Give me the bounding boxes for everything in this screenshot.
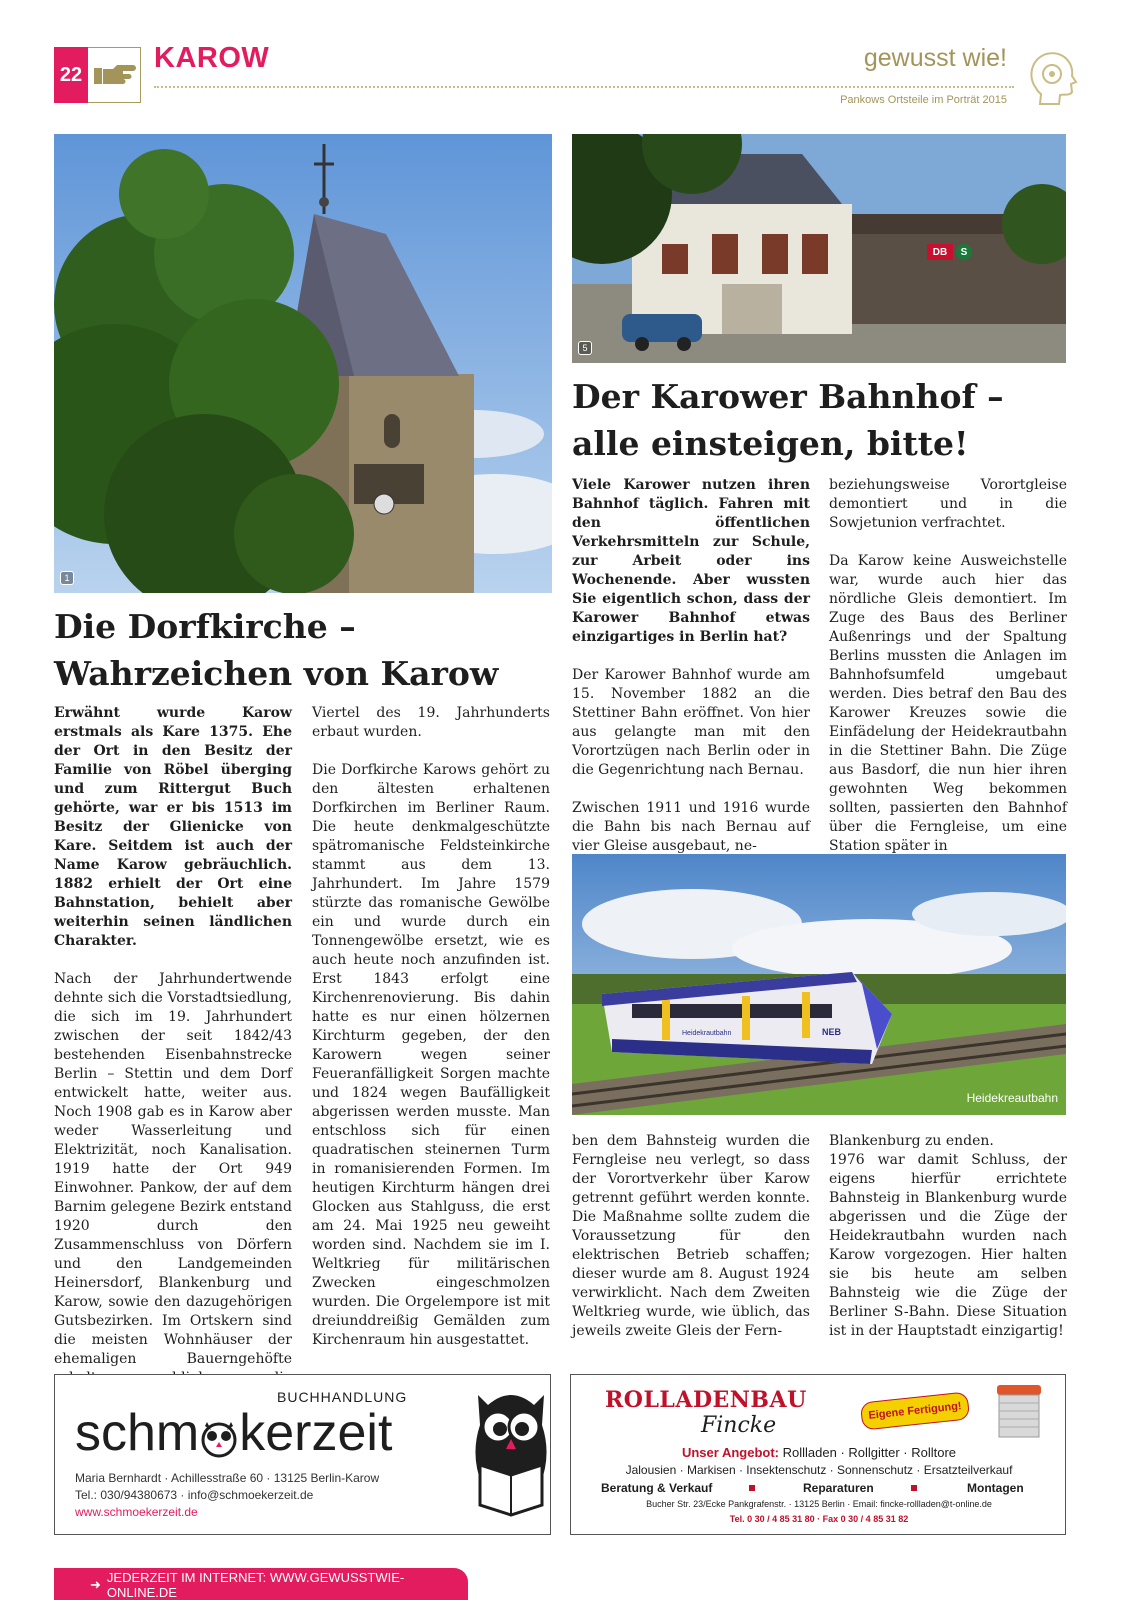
paragraph: Der Karower Bahnhof wurde am 15. November 1882 an die Stettiner Bahn eröffnet. Von hier aus gelangte man mit den Vorortzügen nach Berlin oder in die Gegenrichtung nach Bernau.	[572, 667, 810, 778]
photo-number: 1	[60, 571, 74, 585]
ad-website-link[interactable]: www.schmoekerzeit.de	[75, 1505, 198, 1519]
separator-icon	[749, 1485, 755, 1491]
page-number: 22	[54, 47, 88, 103]
ad2-items: Jalousien · Markisen · Insektenschutz · Sonnenschutz · Ersatzteilverkauf	[625, 1463, 1013, 1477]
photo-number: 5	[578, 341, 592, 355]
paragraph: ben dem Bahnsteig wurden die Ferngleise neu verlegt, so dass der Vorortverkehr über Karow getrennt geführt werden konnte. Die Maßnahme sollte zudem die Voraussetzung für den elektrischen Betrieb schaffen; dieser wurde am 8. August 1924 verwirklicht. Nach dem Zweiten Weltkrieg wurde, wie üblich, das jeweils zweite Gleis der Fern-	[572, 1133, 810, 1339]
ad2-address: Bucher Str. 23/Ecke Pankgrafenstr. · 13125 Berlin · Email: fincke-rollladen@t-online.de	[646, 1499, 992, 1509]
ad2-service: Montagen	[967, 1481, 1024, 1495]
station-column-3	[572, 1132, 810, 1341]
shutter-icon	[981, 1381, 1047, 1441]
station-photo	[572, 134, 1066, 363]
photo-caption: Heidekreautbahn	[966, 1091, 1058, 1105]
paragraph: Erwähnt wurde Karow erstmals als Kare 1375. Ehe der Ort in den Besitz der Familie von Röbel überging und zum Rittergut Buch gehörte, war er bis 1513 im Besitz der Glienicke von Kare. Seitdem ist auch der Name Karow gebräuchlich. 1882 erhielt der Ort eine Bahnstation, behielt aber weiterhin seinen ländlichen Charakter.	[54, 705, 292, 949]
owl-reading-icon	[470, 1375, 551, 1535]
church-photo	[54, 134, 552, 593]
footer-link[interactable]: JEDERZEIT IM INTERNET: WWW.GEWUSSTWIE-ONLINE.DE	[106, 1570, 405, 1600]
brand-title: gewusst wie!	[863, 44, 1007, 72]
arrow-right-icon: ➜	[90, 1577, 101, 1592]
ad2-service: Beratung & Verkauf	[601, 1481, 713, 1495]
owl-icon	[199, 1411, 239, 1455]
head-profile-icon	[1024, 48, 1080, 108]
church-column-2	[312, 704, 550, 1350]
paragraph: Nach der Jahrhundertwende dehnte sich die Vorstadtsiedlung, die sich im 19. Jahrhundert zwischen der seit 1842/43 bestehenden Eisenbahnstrecke Berlin – Stettin und dem Dorf entwickelt hatte, weiter aus. Noch 1908 gab es in Karow aber weder Wasserleitung und Elektrizität, noch Kanalisation. 1919 hatte der Ort 949 Einwohner. Pankow, der auf dem Barnim gelegene Bezirk entstand 1920 durch den Zusammenschluss von Dörfern und den Landgemeinden Heinersdorf, Blankenburg und Karow, sowie den dazugehörigen Gutsbezirken. Im Ortskern sind die meisten Wohnhäuser der ehemaligen Bauerngehöfte	[54, 971, 292, 1367]
section-title: KAROW	[154, 42, 270, 74]
paragraph: Die Dorfkirche Karows gehört zu den ältesten erhaltenen Dorfkirchen im Berliner Raum. Die heute denkmalgeschützte spätromanische Feldsteinkirche stammt aus dem 13. Jahrhundert. Im Jahre 1579 stürzte das romanische Gewölbe ein und wurde durch ein Tonnengewölbe ersetzt, wie es auch heute noch anzufinden ist. Erst 1843 erfolgt eine Kirchenrenovierung. Bis dahin hatte es nur einen hölzernen Kirchturm gegeben, der den Karowern wegen seiner Feueranfälligkeit Sorgen machte und 1824 wegen Baufälligkeit abgerissen werden musste. Man entschloss sich für einen quadratischen steinernen Turm in romanisierenden Formen. Im heutigen Kirchturm hängen drei Glocken aus Stahlguss, die erst am 24. Mai 1925 neu geweiht worden sind. Nachdem sie im I. Weltkrieg für militärischen Zwecken eingeschmolzen wurden. Die Orgelempore ist mit dreiunddreißig Gemälden zum Kirchenraum hin ausgestattet.	[312, 762, 550, 1348]
website-footer[interactable]	[54, 1568, 468, 1600]
station-article-title: Der Karower Bahnhof – alle einsteigen, bitte!	[572, 377, 1004, 463]
header-divider	[154, 86, 1014, 88]
paragraph: Da Karow keine Ausweichstelle war, wurde auch hier das nördliche Gleis demontiert. Im Zuge des Baus des Berliner Außenrings und der Spaltung Berlins mussten die Anlagen im Bahnhofsumfeld umgebaut werden. Dies betraf den Bau des Karower Kreuzes sowie die Einfädelung der Heidekrautbahn in die Stettiner Bahn. Die Züge aus Basdorf, die nun hier ihren gewohnten Weg bekommen sollten, passierten den Bahnhof über die Ferngleise, um eine Station später in	[829, 553, 1067, 854]
station-column-2	[829, 476, 1067, 856]
db-logo: DB	[932, 246, 948, 258]
paragraph: 1976 war damit Schluss, der eigens hierfür errichtete Bahnsteig in Blankenburg wurde abgerissen und die Züge der Heidekrautbahn wurden nach Karow vorgezogen. Hier halten sie bis heute am selben Bahnsteig wie die Züge der Berliner S-Bahn. Diese Situation ist in der Hauptstadt einzigartig!	[829, 1152, 1067, 1339]
brand-subtitle: Pankows Ortsteile im Porträt 2015	[840, 94, 1007, 106]
ad-address: Maria Bernhardt · Achillesstraße 60 · 13125 Berlin-Karow	[75, 1471, 380, 1485]
ad2-service: Reparaturen	[803, 1481, 874, 1495]
station-column-1	[572, 476, 810, 856]
ad2-script: Fincke	[701, 1413, 777, 1438]
train-livery-text: Heidekrautbahn	[682, 1030, 732, 1037]
paragraph: Blankenburg zu enden.	[829, 1133, 994, 1149]
separator-icon	[911, 1485, 917, 1491]
church-column-1	[54, 704, 292, 1407]
paragraph: beziehungsweise Vorortgleise demontiert und in die Sowjetunion verfrachtet.	[829, 477, 1067, 531]
bookstore-logo: schm kerzeit	[75, 1404, 393, 1462]
ad2-offer: Unser Angebot: Rollladen · Rollgitter · Rolltore	[681, 1445, 957, 1460]
ad-contact: Tel.: 030/94380673 · info@schmoekerzeit.de	[75, 1488, 314, 1502]
ad2-title: ROLLADENBAU	[605, 1387, 807, 1413]
train-logo: NEB	[822, 1027, 842, 1037]
bookstore-ad[interactable]	[54, 1374, 551, 1535]
ad-tag: BUCHHANDLUNG	[277, 1389, 408, 1405]
paragraph: Viertel des 19. Jahrhunderts erbaut wurden.	[312, 705, 550, 740]
ad2-phone: Tel. 0 30 / 4 85 31 80 · Fax 0 30 / 4 85 31 82	[729, 1514, 909, 1524]
sbahn-logo: S	[960, 246, 968, 258]
paragraph: Zwischen 1911 und 1916 wurde die Bahn bis nach Bernau auf vier Gleise ausgebaut, ne-	[572, 800, 810, 854]
roller-shutter-ad[interactable]	[570, 1374, 1066, 1535]
church-article-title: Die Dorfkirche – Wahrzeichen von Karow	[54, 607, 499, 693]
ad2-badge: Eigene Fertigung!	[860, 1391, 970, 1430]
station-column-4	[829, 1132, 1067, 1341]
pointing-hand-icon	[88, 47, 141, 103]
paragraph: Viele Karower nutzen ihren Bahnhof täglich. Fahren mit den öffentlichen Verkehrsmitteln zur Schule, zur Arbeit oder ins Wochenende. Aber wussten Sie eigentlich schon, dass der Karower Bahnhof etwas einzigartiges in Berlin hat?	[572, 477, 810, 645]
train-photo	[572, 854, 1066, 1115]
